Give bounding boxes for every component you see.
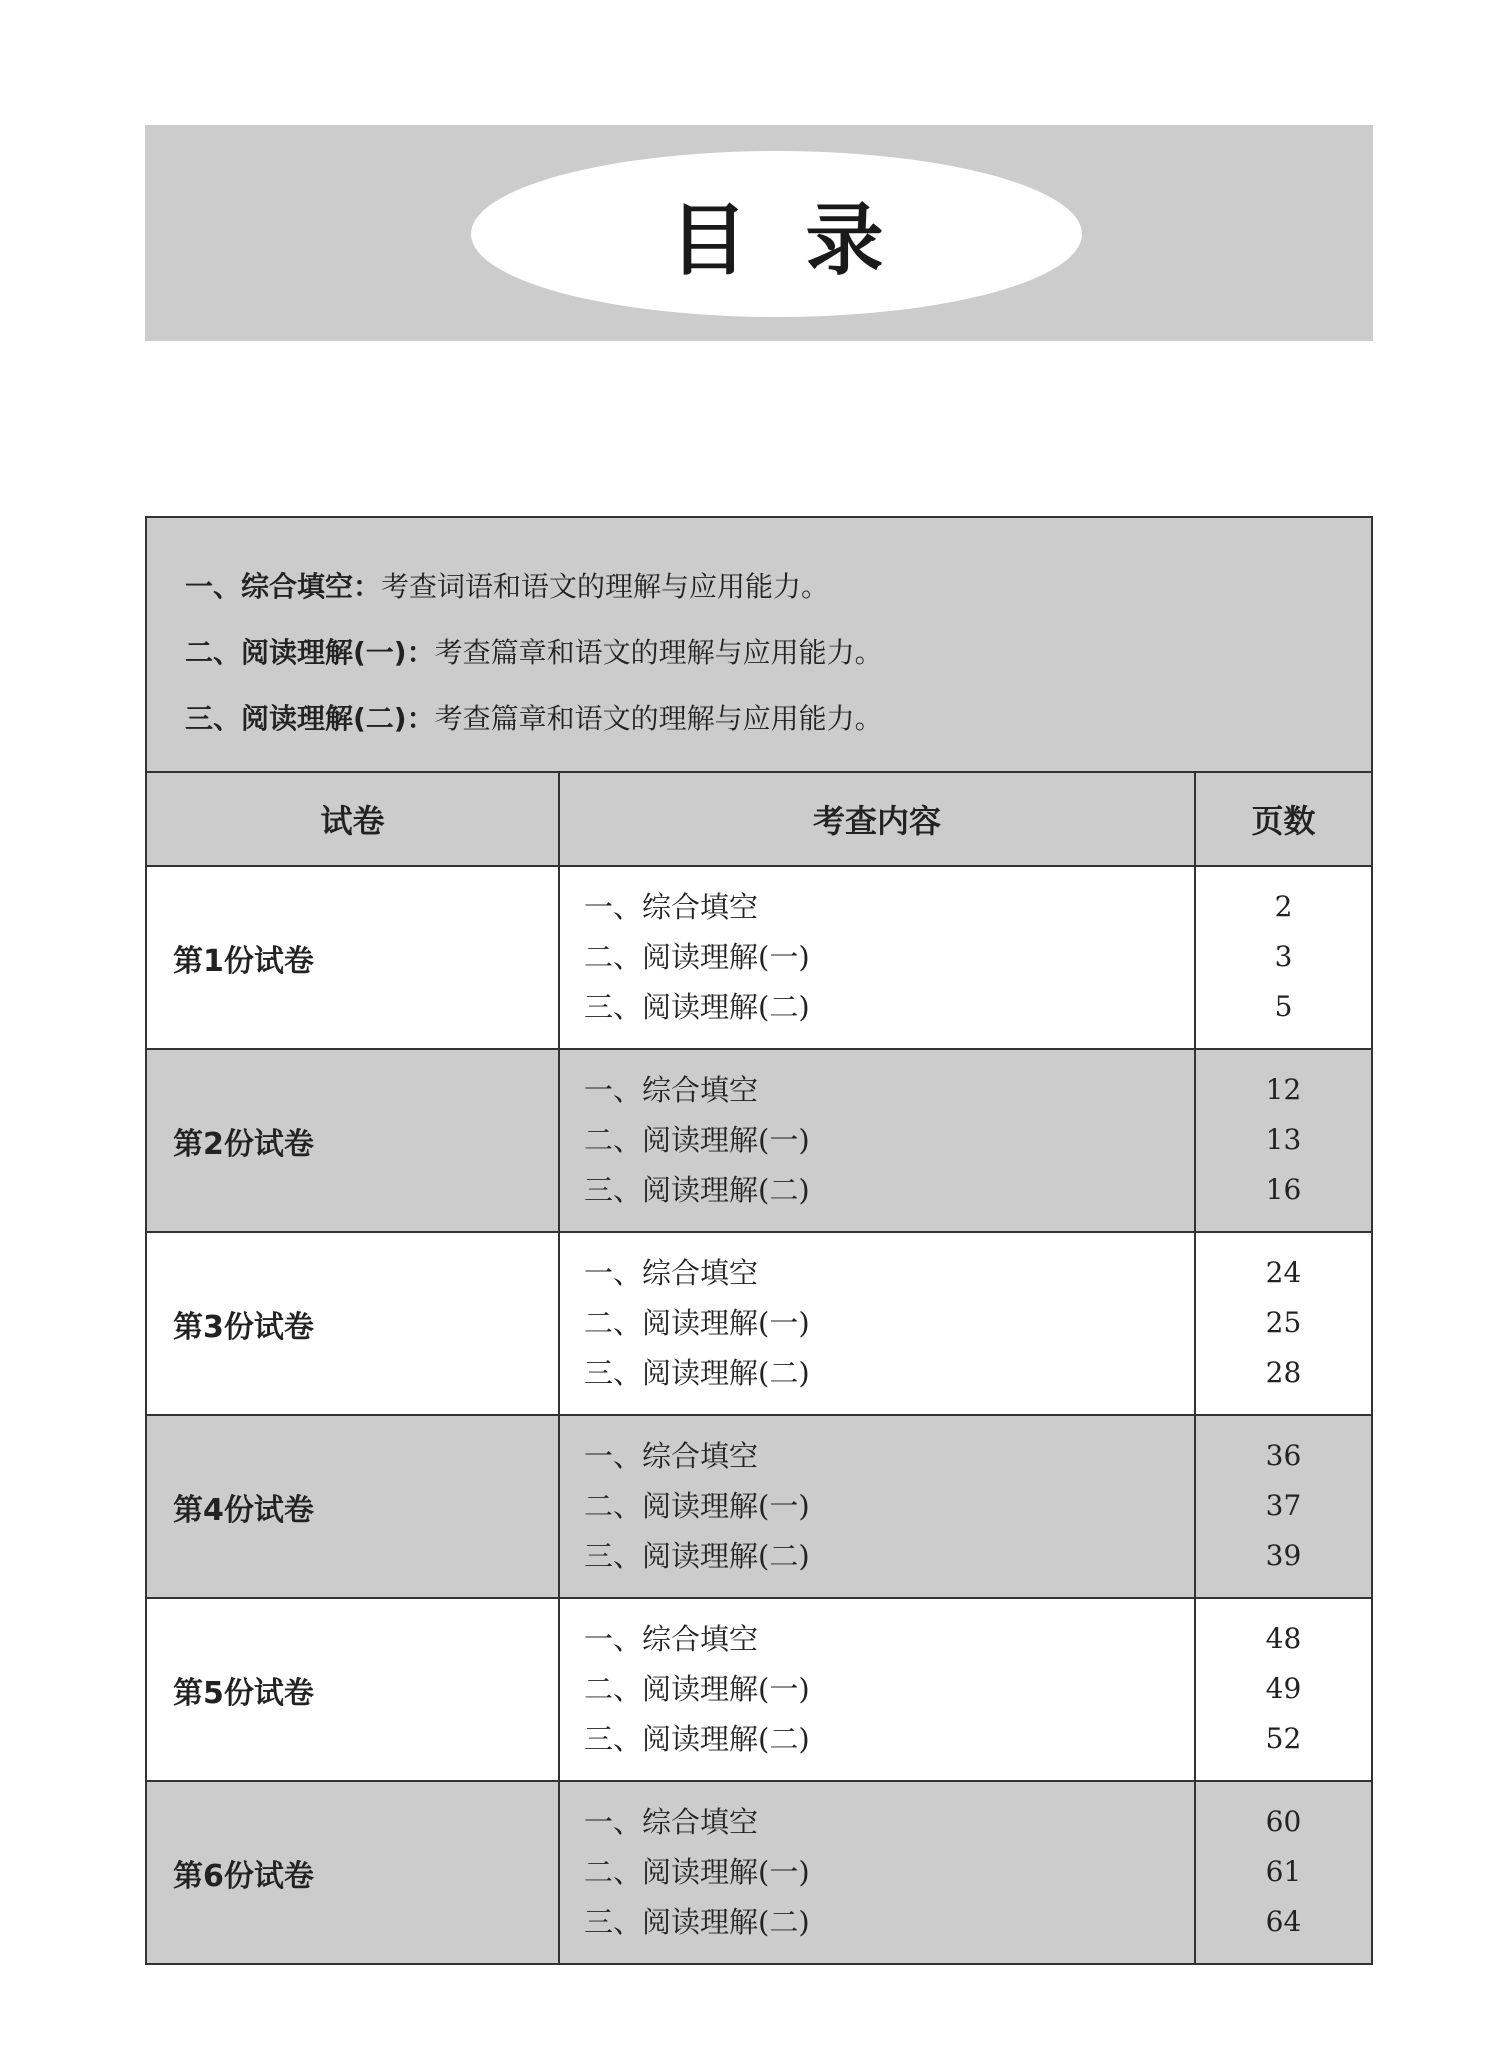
content-item: 二、阅读理解(一) <box>584 1123 810 1157</box>
column-header-paper: 试卷 <box>147 773 560 865</box>
intro-section <box>147 518 1371 773</box>
page-number: 48 <box>1265 1622 1302 1655</box>
page-number: 5 <box>1274 990 1293 1023</box>
content-item: 一、综合填空 <box>584 1622 759 1656</box>
page-number: 2 <box>1274 890 1293 923</box>
pages-cell <box>1196 1416 1371 1597</box>
intro-line <box>185 686 1371 752</box>
content-item: 二、阅读理解(一) <box>584 1489 810 1523</box>
pages-cell <box>1196 1233 1371 1414</box>
intro-text: 考查篇章和语文的理解与应用能力。 <box>434 636 883 669</box>
content-cell <box>560 1416 1196 1597</box>
page-number: 12 <box>1265 1073 1302 1106</box>
pages-cell <box>1196 1782 1371 1963</box>
content-item: 三、阅读理解(二) <box>584 1356 810 1390</box>
content-cell <box>560 1599 1196 1780</box>
page-number: 3 <box>1274 940 1293 973</box>
intro-text: 考查词语和语文的理解与应用能力。 <box>381 570 830 603</box>
content-cell <box>560 1050 1196 1231</box>
page-number: 28 <box>1265 1356 1302 1389</box>
content-item: 一、综合填空 <box>584 1439 759 1473</box>
intro-line <box>185 554 1371 620</box>
page-number: 49 <box>1265 1672 1302 1705</box>
paper-name: 第1份试卷 <box>147 867 560 1048</box>
column-header-content: 考查内容 <box>560 773 1196 865</box>
content-item: 一、综合填空 <box>584 1073 759 1107</box>
page-number: 16 <box>1265 1173 1302 1206</box>
page-number: 64 <box>1265 1905 1302 1938</box>
page-number: 25 <box>1265 1306 1302 1339</box>
content-cell <box>560 867 1196 1048</box>
table-row <box>147 1233 1371 1416</box>
content-item: 一、综合填空 <box>584 890 759 924</box>
intro-text: 考查篇章和语文的理解与应用能力。 <box>434 702 883 735</box>
intro-label: 二、阅读理解(一)： <box>185 636 435 669</box>
content-item: 三、阅读理解(二) <box>584 1905 810 1939</box>
content-item: 二、阅读理解(一) <box>584 1306 810 1340</box>
paper-name: 第4份试卷 <box>147 1416 560 1597</box>
intro-label: 一、综合填空： <box>185 570 382 603</box>
page-number: 61 <box>1265 1855 1302 1888</box>
table-row <box>147 1782 1371 1963</box>
column-header-pages: 页数 <box>1251 802 1316 840</box>
paper-name: 第3份试卷 <box>147 1233 560 1414</box>
table-row <box>147 1050 1371 1233</box>
title-ellipse <box>471 151 1082 317</box>
paper-name: 第6份试卷 <box>147 1782 560 1963</box>
page-number: 37 <box>1265 1489 1302 1522</box>
table-row <box>147 1416 1371 1599</box>
paper-name: 第5份试卷 <box>147 1599 560 1780</box>
paper-name: 第2份试卷 <box>147 1050 560 1231</box>
intro-label: 三、阅读理解(二)： <box>185 702 435 735</box>
table-row <box>147 1599 1371 1782</box>
toc-table <box>145 516 1373 1965</box>
page-number: 52 <box>1265 1722 1302 1755</box>
content-item: 三、阅读理解(二) <box>584 1173 810 1207</box>
table-header-row <box>147 773 1371 867</box>
page-number: 24 <box>1265 1256 1302 1289</box>
table-row <box>147 867 1371 1050</box>
content-item: 二、阅读理解(一) <box>584 1855 810 1889</box>
pages-cell <box>1196 1050 1371 1231</box>
content-item: 二、阅读理解(一) <box>584 1672 810 1706</box>
page-number: 36 <box>1265 1439 1302 1472</box>
content-item: 三、阅读理解(二) <box>584 1722 810 1756</box>
content-cell <box>560 1233 1196 1414</box>
pages-cell <box>1196 867 1371 1048</box>
content-item: 一、综合填空 <box>584 1256 759 1290</box>
pages-cell <box>1196 1599 1371 1780</box>
page-title: 目录 <box>669 196 942 286</box>
content-item: 一、综合填空 <box>584 1805 759 1839</box>
content-item: 二、阅读理解(一) <box>584 940 810 974</box>
page-number: 39 <box>1265 1539 1302 1572</box>
content-item: 三、阅读理解(二) <box>584 990 810 1024</box>
intro-line <box>185 620 1371 686</box>
page-number: 13 <box>1265 1123 1302 1156</box>
page-number: 60 <box>1265 1805 1302 1838</box>
content-cell <box>560 1782 1196 1963</box>
content-item: 三、阅读理解(二) <box>584 1539 810 1573</box>
